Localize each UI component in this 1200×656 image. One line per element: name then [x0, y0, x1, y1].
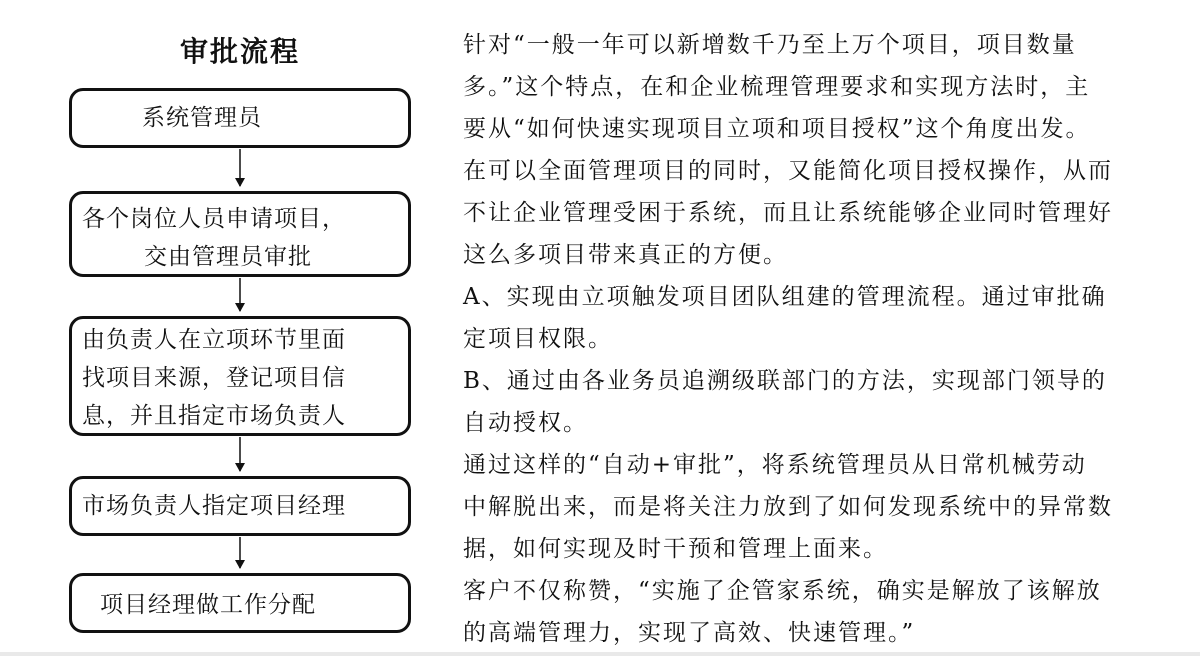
flow-step-text: 息，并且指定市场负责人 — [82, 403, 346, 429]
flow-step-text: 交由管理员审批 — [144, 244, 312, 270]
flow-step-text: 各个岗位人员申请项目， — [82, 206, 346, 232]
text-line: 不让企业管理受困于系统，而且让系统能够企业同时管理好 — [463, 200, 1113, 226]
explanation-text — [463, 24, 1173, 654]
flow-step-text: 系统管理员 — [142, 105, 262, 131]
text-line: A、实现由立项触发项目团队组建的管理流程。通过审批确 — [463, 284, 1107, 310]
text-line: 在可以全面管理项目的同时，又能简化项目授权操作，从而 — [463, 158, 1113, 184]
text-line: 这么多项目带来真正的方便。 — [463, 242, 788, 268]
text-line: 据，如何实现及时干预和管理上面来。 — [463, 536, 888, 562]
bottom-divider — [0, 652, 1200, 656]
text-line: 针对“一般一年可以新增数千乃至上万个项目，项目数量 — [463, 32, 1077, 58]
text-line: 要从“如何快速实现项目立项和项目授权”这个角度出发。 — [463, 116, 1091, 142]
text-line: 多。”这个特点，在和企业梳理管理要求和实现方法时，主 — [463, 74, 1091, 100]
flowchart-title: 审批流程 — [179, 35, 300, 68]
text-line: 定项目权限。 — [463, 326, 613, 352]
text-line: B、通过由各业务员追溯级联部门的方法，实现部门领导的 — [463, 368, 1107, 394]
text-line: 通过这样的“自动+审批”，将系统管理员从日常机械劳动 — [463, 452, 1087, 478]
text-line: 自动授权。 — [463, 410, 588, 436]
flow-step-text: 市场负责人指定项目经理 — [82, 493, 346, 519]
text-line: 客户不仅称赞，“实施了企管家系统，确实是解放了该解放 — [463, 578, 1102, 604]
flow-step-text: 由负责人在立项环节里面 — [82, 327, 346, 353]
text-line: 中解脱出来，而是将关注力放到了如何发现系统中的异常数 — [463, 494, 1113, 520]
text-line: 的高端管理力，实现了高效、快速管理。” — [463, 620, 916, 646]
flow-step-text: 项目经理做工作分配 — [100, 592, 316, 618]
flow-step-text: 找项目来源，登记项目信 — [82, 365, 346, 391]
